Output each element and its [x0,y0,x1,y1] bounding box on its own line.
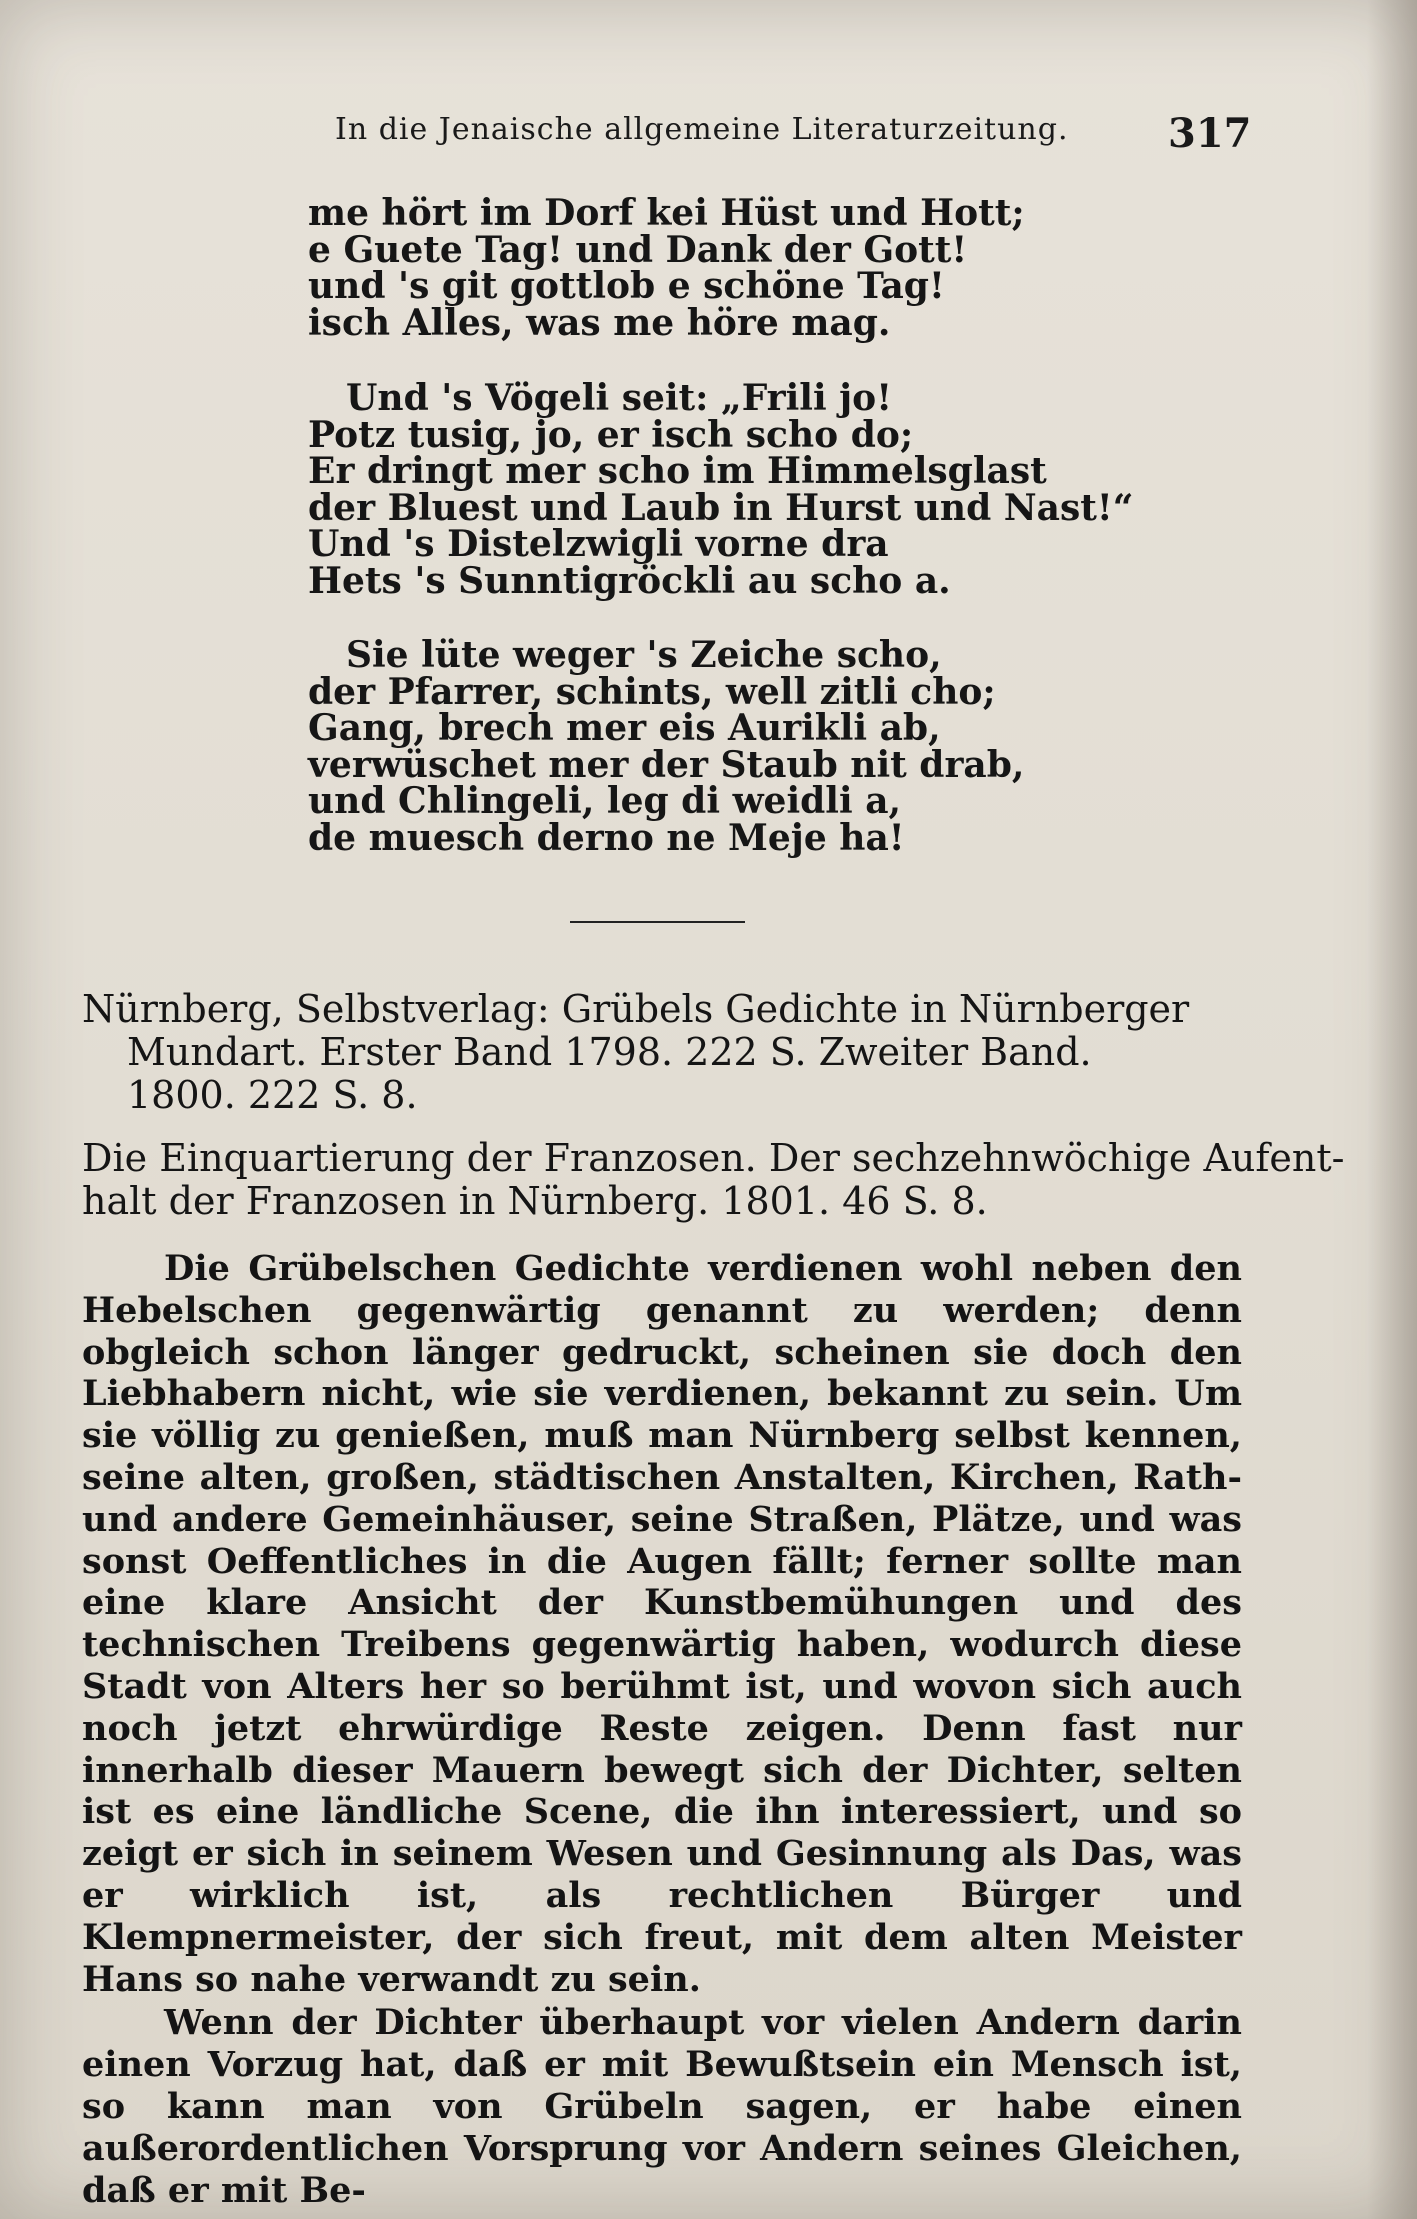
page-edge-shadow [1367,0,1417,2219]
bibliography-line: Mundart. Erster Band 1798. 222 S. Zweiter Band. [127,1030,1092,1074]
poem-line: Sie lüte weger 's Zeiche scho, [346,634,942,676]
poem-line: e Guete Tag! und Dank der Gott! [308,228,968,271]
poem-line: isch Alles, was me höre mag. [308,301,891,344]
poem-line: und 's git gottlob e schöne Tag! [308,265,945,308]
bibliography-entry-2 [82,1136,1345,1223]
poem-line: Und 's Vögeli seit: „Frili jo! [346,377,892,419]
poem-line: der Pfarrer, schints, well zitli cho; [308,670,996,713]
section-divider [570,921,745,923]
review-body [82,1248,1242,2211]
body-paragraph: Wenn der Dichter überhaupt vor vielen Andern darin einen Vorzug hat, daß er mit Bewußtsein ein Mensch ist, so kann man von Grübeln sagen, er habe einen außerordentlichen Vorsprung vor Andern seines Gleichen, daß er mit Be- [82,2002,1242,2211]
poem-line: Hets 's Sunntigröckli au scho a. [308,559,951,602]
poem-line: de muesch derno ne Meje ha! [308,816,905,859]
poem-line: und Chlingeli, leg di weidli a, [308,780,902,823]
bibliography-line: Die Einquartierung der Franzosen. Der sechzehnwöchige Aufent- [82,1136,1345,1180]
poem-line: Er dringt mer scho im Himmelsglast [308,450,1047,493]
poem-stanza-3 [308,634,1025,859]
bibliography-line: Nürnberg, Selbstverlag: Grübels Gedichte in Nürnberger [82,987,1190,1031]
poem-stanza-1 [308,192,1025,344]
bibliography-line: halt der Franzosen in Nürnberg. 1801. 46 S. 8. [82,1179,988,1223]
page-number: 317 [1168,110,1252,157]
poem-line: Potz tusig, jo, er isch scho do; [308,413,914,456]
poem-line: Gang, brech mer eis Aurikli ab, [308,707,941,750]
poem-line: der Bluest und Laub in Hurst und Nast!“ [308,486,1134,529]
poem-line: me hört im Dorf kei Hüst und Hott; [308,192,1025,234]
bibliography-line: 1800. 222 S. 8. [127,1073,418,1117]
poem-line: Und 's Distelzwigli vorne dra [308,523,889,566]
body-paragraph: Die Grübelschen Gedichte verdienen wohl neben den Hebelschen gegenwärtig genannt zu werden; denn obgleich schon länger gedruckt, scheinen sie doch den Liebhabern nicht, wie sie verdienen, bekannt zu sein. Um sie völlig zu genießen, muß man Nürnberg selbst kennen, seine alten, großen, städtischen Anstalten, Kirchen, Rath- und andere Gemeinhäuser, seine Straßen, Plätze, und was sonst Oeffentliches in die Augen fällt; ferner sollte man eine klare Ansicht der Kunstbemühungen und des technischen Treibens gegenwärtig haben, wodurch diese Stadt von Alters her so berühmt ist, und wovon sich auch noch jetzt ehrwürdige Reste zeigen. Denn fast nur innerhalb dieser Mauern bewegt sich der Dichter, selten ist es eine ländliche Scene, die ihn interessiert, und so zeigt er sich in seinem Wesen und Gesinnung als Das, was er wirklich ist, als rechtlichen Bürger und Klempnermeister, der sich freut, mit dem alten Meister Hans so nahe verwandt zu sein. [82,1248,1242,2000]
bibliography-entry-1 [82,988,1242,1117]
poem-line: verwüschet mer der Staub nit drab, [308,743,1025,786]
poem-stanza-2 [308,377,1134,602]
running-header: In die Jenaische allgemeine Literaturzeitung. [335,112,1069,147]
